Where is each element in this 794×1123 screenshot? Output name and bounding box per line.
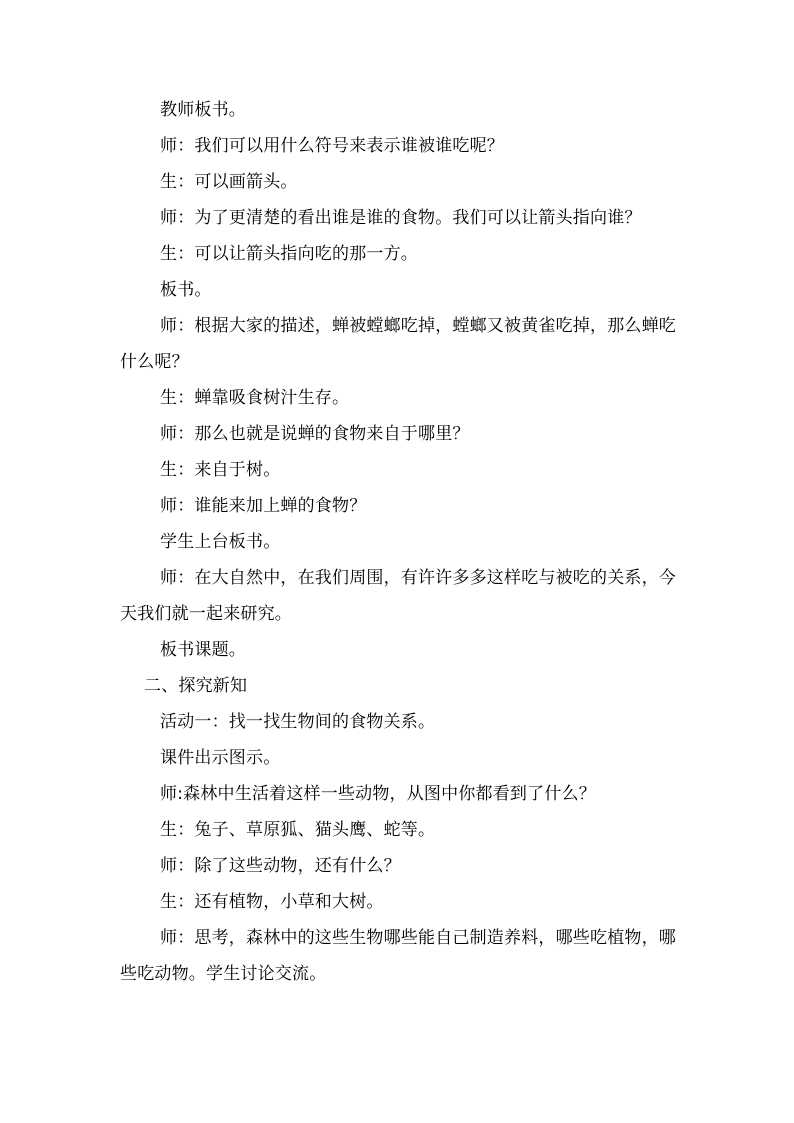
- paragraph-11: 师：谁能来加上蝉的食物？: [160, 496, 367, 516]
- paragraph-5: 生：可以让箭头指向吃的那一方。: [160, 244, 418, 264]
- paragraph-18: 师:森林中生活着这样一些动物，从图中你都看到了什么？: [160, 784, 596, 804]
- paragraph-1: 教师板书。: [160, 100, 246, 120]
- paragraph-16: 活动一：找一找生物间的食物关系。: [160, 712, 436, 732]
- paragraph-7: 师：根据大家的描述，蝉被螳螂吃掉，螳螂又被黄雀吃掉，那么蝉吃什么呢？: [120, 316, 676, 372]
- paragraph-13: 师：在大自然中，在我们周围，有许许多多这样吃与被吃的关系，今天我们就一起来研究。: [120, 568, 676, 624]
- paragraph-12: 学生上台板书。: [160, 532, 281, 552]
- paragraph-17: 课件出示图示。: [160, 748, 281, 768]
- section-heading: 二、探究新知: [144, 676, 248, 696]
- paragraph-21: 生：还有植物，小草和大树。: [160, 892, 384, 912]
- paragraph-19: 生：兔子、草原狐、猫头鹰、蛇等。: [160, 820, 436, 840]
- paragraph-22: 师：思考，森林中的这些生物哪些能自己制造养料，哪些吃植物，哪些吃动物。学生讨论交流。: [120, 928, 676, 984]
- paragraph-3: 生：可以画箭头。: [160, 172, 298, 192]
- paragraph-8: 生：蝉靠吸食树汁生存。: [160, 388, 350, 408]
- paragraph-6: 板书。: [160, 280, 212, 300]
- paragraph-4: 师：为了更清楚的看出谁是谁的食物。我们可以让箭头指向谁？: [160, 208, 642, 228]
- paragraph-9: 师：那么也就是说蝉的食物来自于哪里？: [160, 424, 470, 444]
- paragraph-14: 板书课题。: [160, 640, 246, 660]
- document-body: [120, 92, 676, 992]
- paragraph-20: 师：除了这些动物，还有什么？: [160, 856, 401, 876]
- paragraph-10: 生：来自于树。: [160, 460, 281, 480]
- paragraph-2: 师：我们可以用什么符号来表示谁被谁吃呢？: [160, 136, 504, 156]
